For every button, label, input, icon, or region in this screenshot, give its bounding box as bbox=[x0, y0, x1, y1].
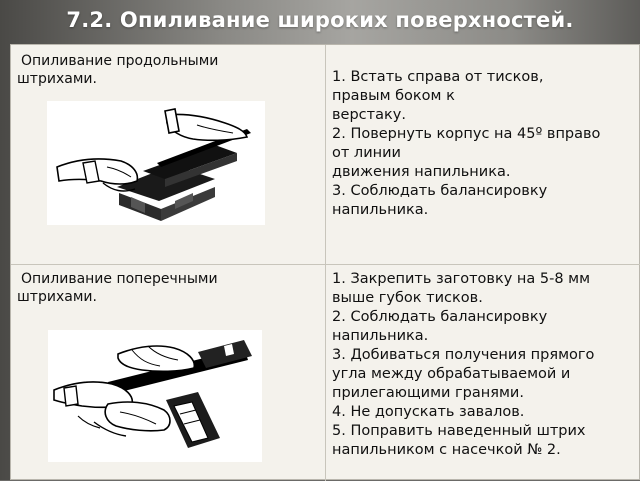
table-divider-horizontal bbox=[11, 264, 640, 265]
row-2-label bbox=[17, 270, 317, 306]
row-1-step-line: движения напильника. bbox=[332, 164, 511, 180]
transverse-filing-illustration bbox=[48, 330, 262, 462]
row-1-step-line: верстаку. bbox=[332, 107, 406, 123]
row-2-step-line: 3. Добиваться получения прямого bbox=[332, 347, 595, 363]
row-2-step-line: выше губок тисков. bbox=[332, 290, 483, 306]
row-1-step-line: 3. Соблюдать балансировку bbox=[332, 183, 548, 199]
row-2-label-line-1: Опиливание поперечными bbox=[21, 271, 218, 287]
row-1-step-line: напильника. bbox=[332, 202, 429, 218]
row-1-label bbox=[17, 52, 317, 88]
row-1-label-line-2: штрихами. bbox=[17, 71, 97, 87]
row-1-step-line: от линии bbox=[332, 145, 401, 161]
row-2-step-line: напильником с насечкой № 2. bbox=[332, 442, 561, 458]
instruction-table bbox=[10, 44, 640, 480]
row-2-step-line: 1. Закрепить заготовку на 5-8 мм bbox=[332, 271, 591, 287]
row-1-step-line: 1. Встать справа от тисков, bbox=[332, 69, 544, 85]
table-divider-vertical bbox=[325, 45, 326, 481]
row-1-step-line: правым боком к bbox=[332, 88, 455, 104]
row-2-step-line: напильника. bbox=[332, 328, 429, 344]
row-2-step-line: 2. Соблюдать балансировку bbox=[332, 309, 548, 325]
row-2-steps bbox=[332, 270, 637, 460]
row-2-step-line: 4. Не допускать завалов. bbox=[332, 404, 525, 420]
slide-title: 7.2. Опиливание широких поверхностей. bbox=[66, 8, 574, 32]
row-2-step-line: 5. Поправить наведенный штрих bbox=[332, 423, 586, 439]
row-1-step-line: 2. Повернуть корпус на 45º вправо bbox=[332, 126, 601, 142]
row-2-step-line: прилегающими гранями. bbox=[332, 385, 524, 401]
longitudinal-filing-illustration bbox=[47, 101, 265, 225]
row-2-label-line-2: штрихами. bbox=[17, 289, 97, 305]
row-2-step-line: угла между обрабатываемой и bbox=[332, 366, 571, 382]
row-1-label-line-1: Опиливание продольными bbox=[21, 53, 219, 69]
row-1-steps bbox=[332, 68, 637, 220]
